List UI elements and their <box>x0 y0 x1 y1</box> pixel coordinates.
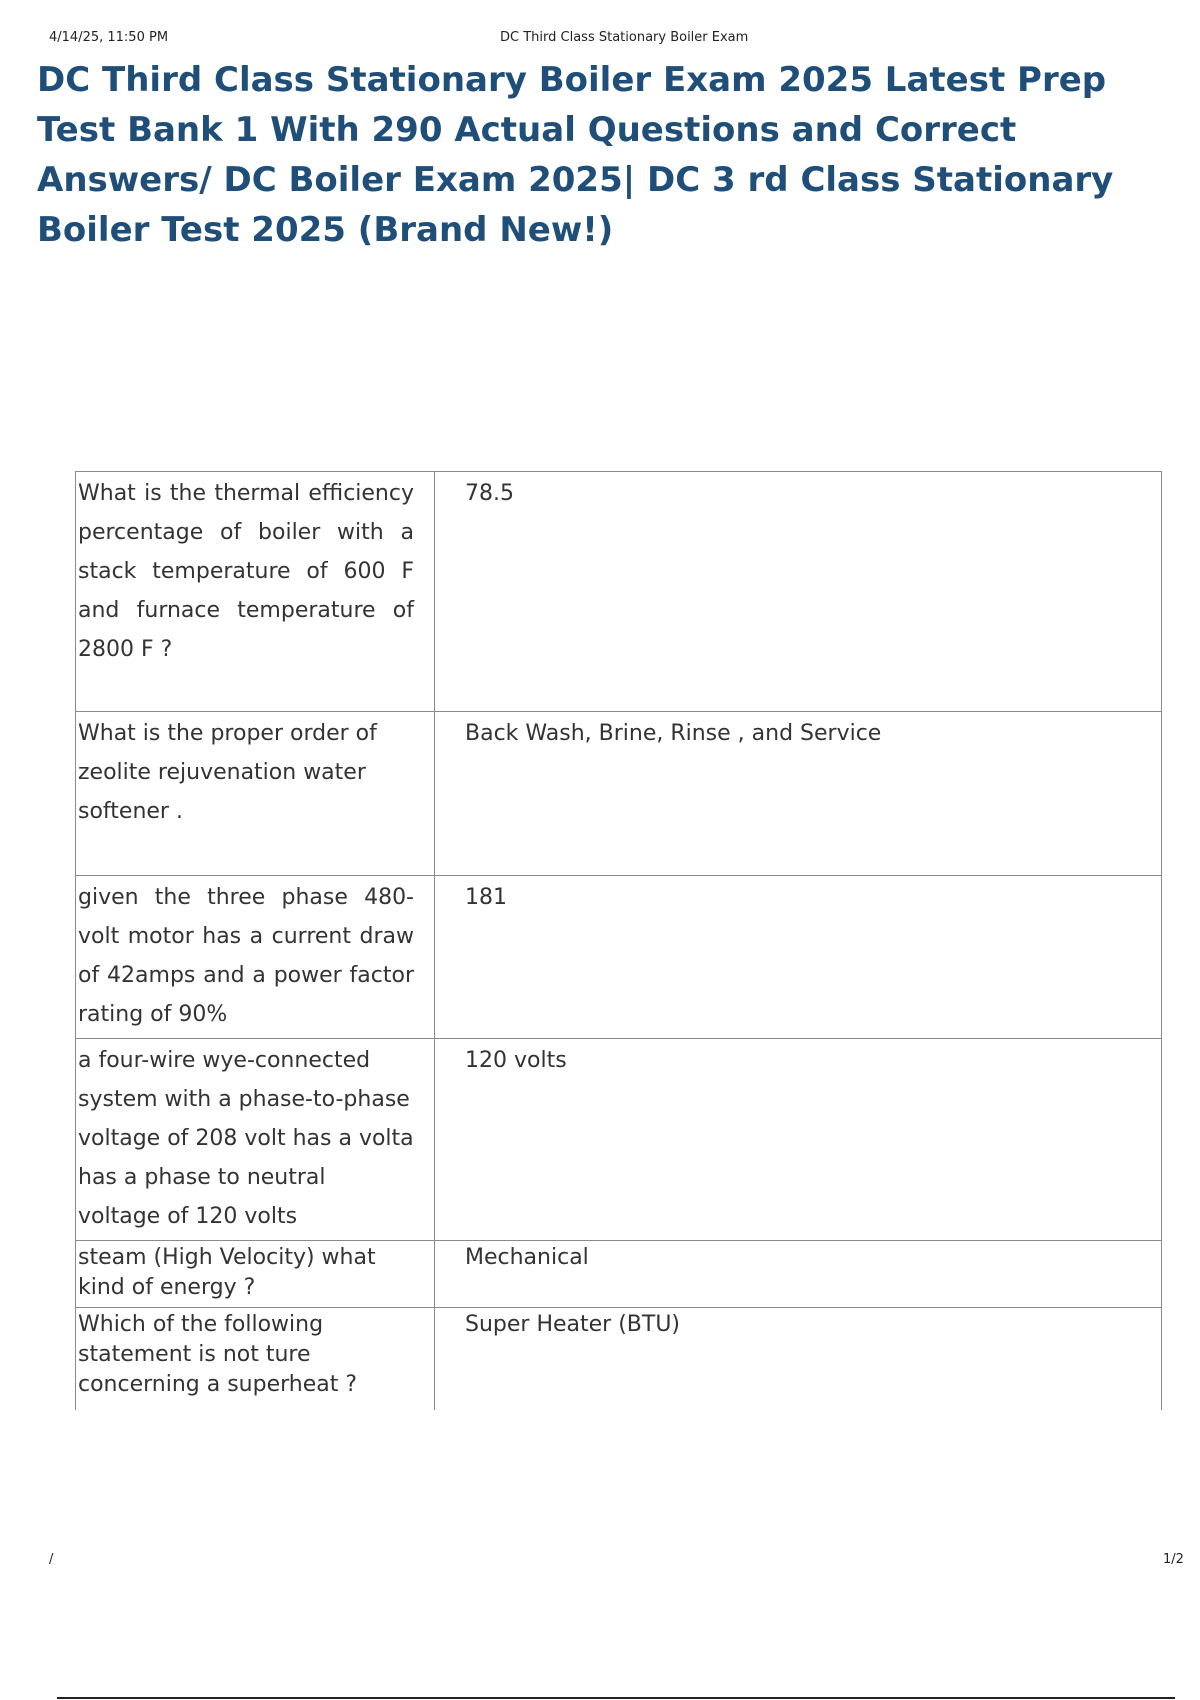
question-cell: What is the proper order of zeolite rejuvenation water softener . <box>76 712 435 876</box>
table-row <box>76 1308 1162 1411</box>
question-answer-table <box>75 471 1162 1410</box>
question-cell: steam (High Velocity) what kind of energy ? <box>76 1241 435 1308</box>
question-cell: a four-wire wye-connected system with a phase-to-phase voltage of 208 volt has a volta has a phase to neutral voltage of 120 volts <box>76 1039 435 1241</box>
table-row <box>76 876 1162 1039</box>
footer-left-mark: / <box>49 1552 54 1567</box>
answer-cell: 120 volts <box>435 1039 1162 1241</box>
question-cell: Which of the following statement is not ture concerning a superheat ? <box>76 1308 435 1411</box>
question-cell: given the three phase 480-volt motor has a current draw of 42amps and a power factor rating of 90% <box>76 876 435 1039</box>
answer-cell: Back Wash, Brine, Rinse , and Service <box>435 712 1162 876</box>
table-row <box>76 1039 1162 1241</box>
question-cell: What is the thermal efficiency percentage of boiler with a stack temperature of 600 F and furnace temperature of 2800 F ? <box>76 472 435 712</box>
table-row <box>76 472 1162 712</box>
page-number: 1/2 <box>1163 1552 1184 1567</box>
answer-cell: 78.5 <box>435 472 1162 712</box>
print-page-title: DC Third Class Stationary Boiler Exam <box>500 30 749 45</box>
bottom-divider <box>57 1697 1175 1699</box>
document-title: DC Third Class Stationary Boiler Exam 2025 Latest Prep Test Bank 1 With 290 Actual Questions and Correct Answers/ DC Boiler Exam 2025| DC 3 rd Class Stationary Boiler Test 2025 (Brand New!) <box>37 60 1114 250</box>
table-row <box>76 712 1162 876</box>
answer-cell: Mechanical <box>435 1241 1162 1308</box>
answer-cell: Super Heater (BTU) <box>435 1308 1162 1411</box>
table-row <box>76 1241 1162 1308</box>
answer-cell: 181 <box>435 876 1162 1039</box>
print-datetime: 4/14/25, 11:50 PM <box>49 30 169 45</box>
